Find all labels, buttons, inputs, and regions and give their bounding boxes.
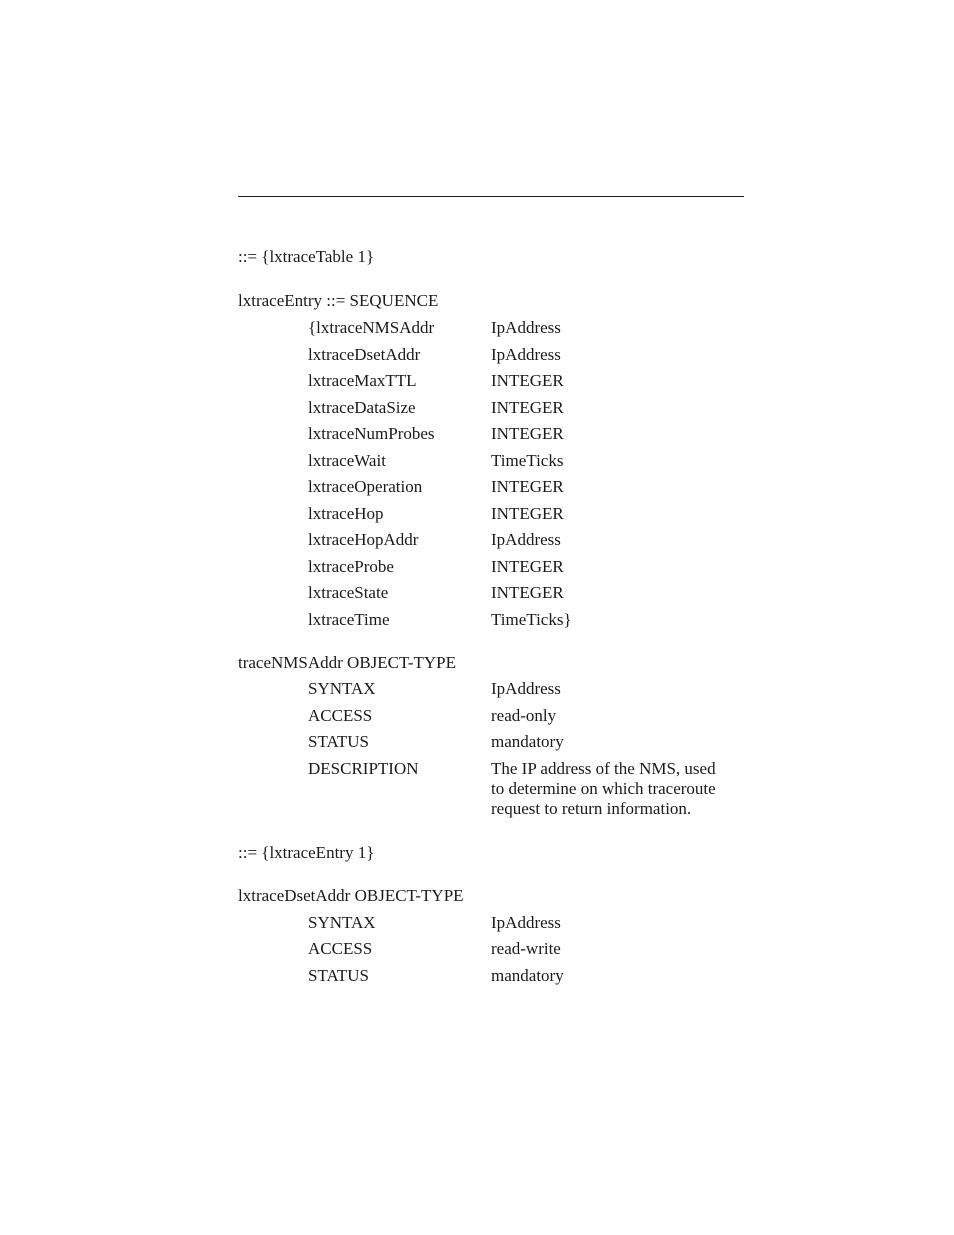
status-label: STATUS [308, 966, 369, 985]
field-name: lxtraceMaxTTL [308, 371, 417, 390]
sequence-field-row [0, 371, 954, 391]
sequence-field-row [0, 424, 954, 444]
syntax-row [0, 913, 954, 933]
status-value: mandatory [491, 732, 564, 751]
field-type: INTEGER [491, 398, 564, 417]
field-type: INTEGER [491, 583, 564, 602]
access-label: ACCESS [308, 706, 373, 725]
syntax-label: SYNTAX [308, 679, 376, 698]
field-name: {lxtraceNMSAddr [308, 318, 435, 337]
field-type: INTEGER [491, 504, 564, 523]
header-rule [238, 196, 744, 197]
sequence-field-row [0, 610, 954, 630]
status-value: mandatory [491, 966, 564, 985]
description-row [0, 759, 954, 779]
description-label: DESCRIPTION [308, 759, 419, 778]
field-name: lxtraceNumProbes [308, 424, 435, 443]
field-type: INTEGER [491, 477, 564, 496]
status-label: STATUS [308, 732, 369, 751]
status-row [0, 966, 954, 986]
entry-sequence-title: lxtraceEntry ::= SEQUENCE [238, 291, 439, 310]
entry-assignment: ::= {lxtraceEntry 1} [238, 843, 375, 862]
field-name: lxtraceDataSize [308, 398, 416, 417]
field-type: TimeTicks} [491, 610, 572, 629]
field-name: lxtraceState [308, 583, 389, 602]
sequence-field-row [0, 398, 954, 418]
access-value: read-write [491, 939, 561, 958]
field-type: INTEGER [491, 557, 564, 576]
status-row [0, 732, 954, 752]
access-row [0, 939, 954, 959]
description-line: The IP address of the NMS, used [491, 759, 716, 778]
syntax-value: IpAddress [491, 679, 561, 698]
field-type: TimeTicks [491, 451, 564, 470]
sequence-field-row [0, 451, 954, 471]
description-line: to determine on which traceroute [491, 779, 716, 798]
sequence-field-row [0, 530, 954, 550]
sequence-field-row [0, 345, 954, 365]
sequence-field-row [0, 477, 954, 497]
field-name: lxtraceHop [308, 504, 384, 523]
description-text [491, 759, 751, 819]
field-name: lxtraceDsetAddr [308, 345, 421, 364]
description-line: request to return information. [491, 799, 692, 818]
sequence-field-row [0, 583, 954, 603]
field-name: lxtraceHopAddr [308, 530, 419, 549]
object-type-title: traceNMSAddr OBJECT-TYPE [238, 653, 456, 672]
field-type: INTEGER [491, 371, 564, 390]
sequence-field-row [0, 504, 954, 524]
sequence-field-row [0, 557, 954, 577]
table-assignment: ::= {lxtraceTable 1} [238, 247, 375, 266]
access-row [0, 706, 954, 726]
field-name: lxtraceWait [308, 451, 386, 470]
field-name: lxtraceProbe [308, 557, 394, 576]
syntax-value: IpAddress [491, 913, 561, 932]
field-type: IpAddress [491, 345, 561, 364]
field-type: INTEGER [491, 424, 564, 443]
syntax-label: SYNTAX [308, 913, 376, 932]
sequence-field-row [0, 318, 954, 338]
field-name: lxtraceTime [308, 610, 390, 629]
field-name: lxtraceOperation [308, 477, 423, 496]
object-type-title: lxtraceDsetAddr OBJECT-TYPE [238, 886, 464, 905]
access-value: read-only [491, 706, 557, 725]
access-label: ACCESS [308, 939, 373, 958]
field-type: IpAddress [491, 530, 561, 549]
field-type: IpAddress [491, 318, 561, 337]
syntax-row [0, 679, 954, 699]
